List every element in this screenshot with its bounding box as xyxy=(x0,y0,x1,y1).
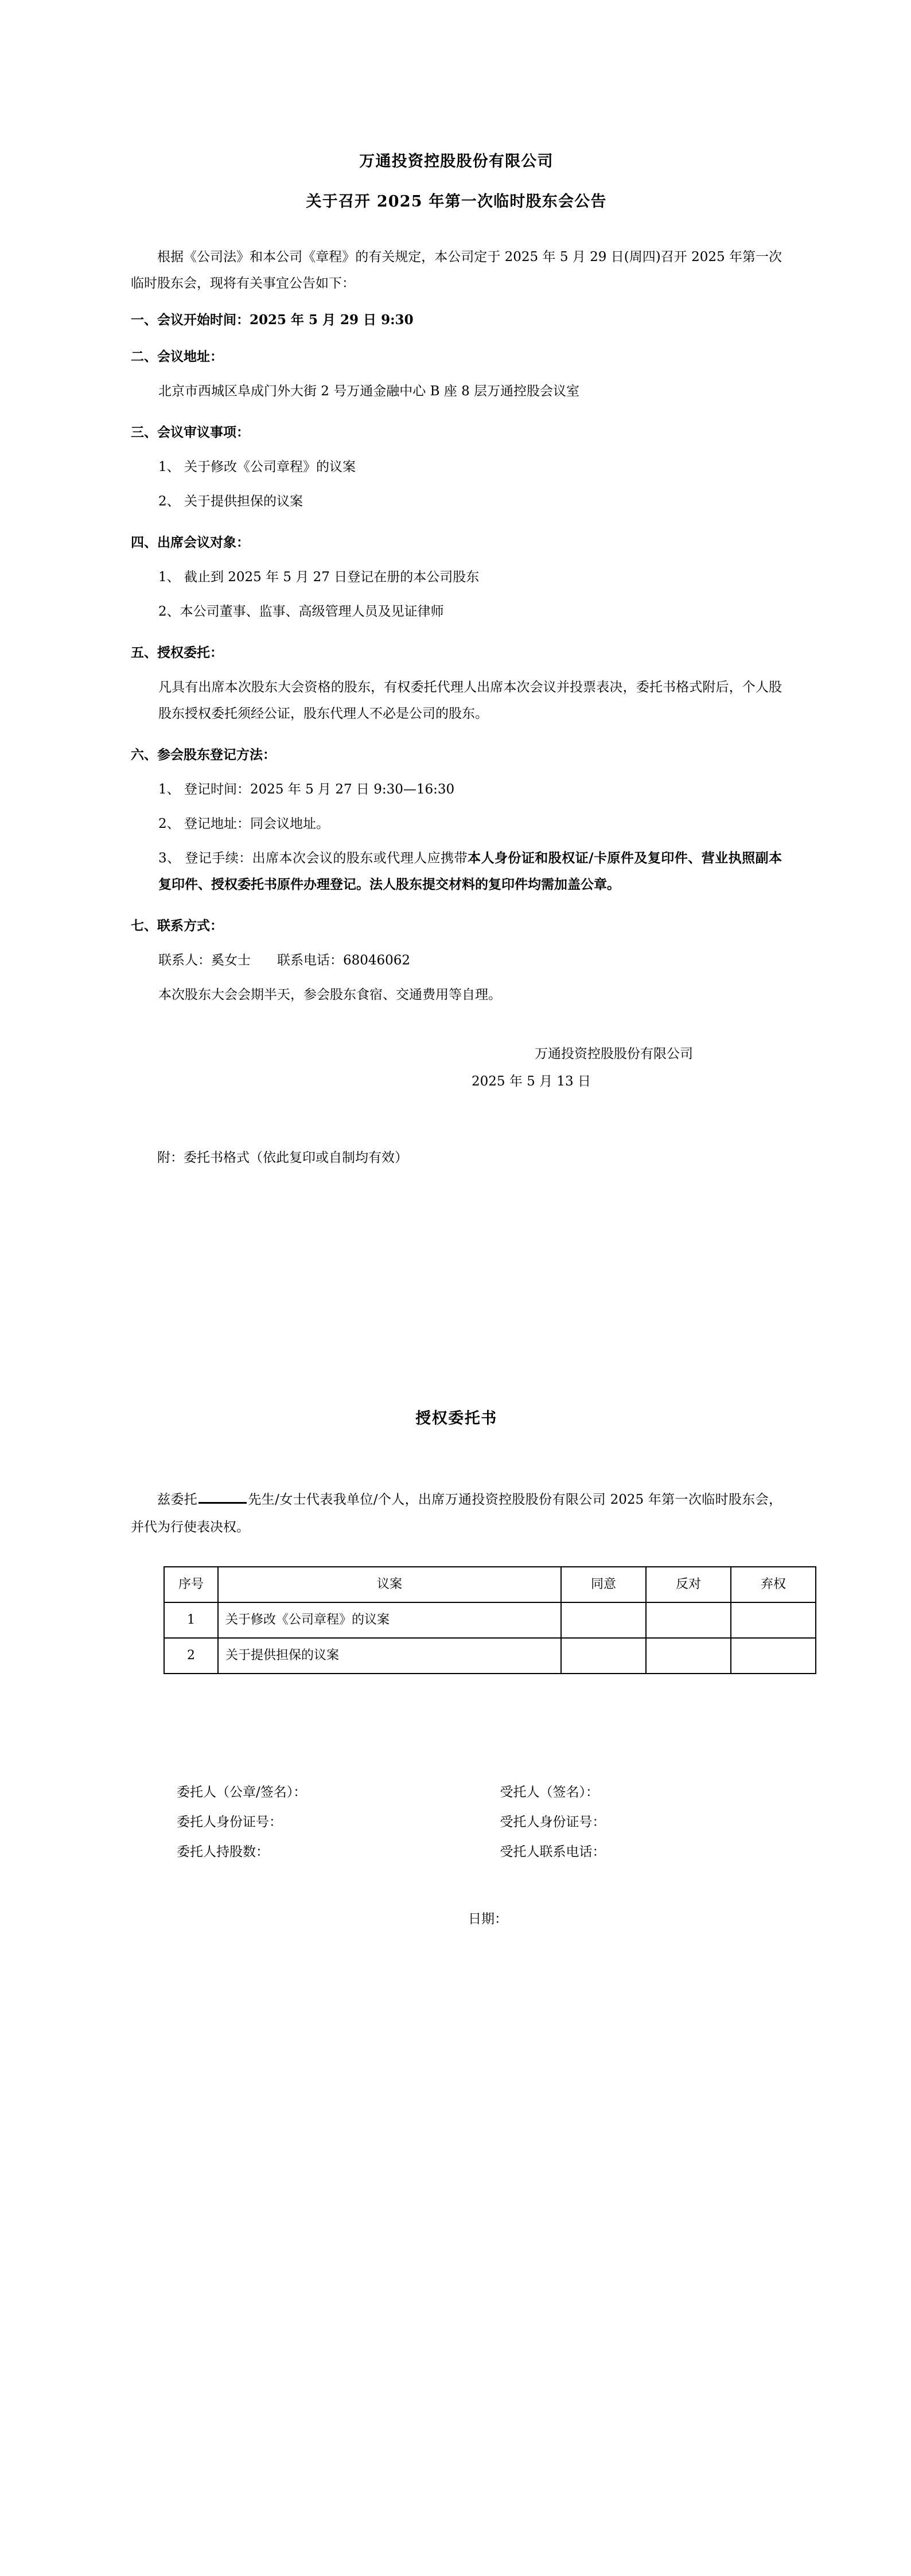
field-proxy-id[interactable]: 受托人身份证号： xyxy=(500,1815,606,1830)
meeting-address-text: 北京市西城区阜成门外大街 2 号万通金融中心 B 座 8 层万通控股会议室 xyxy=(158,383,580,399)
section-heading-attendees: 四、出席会议对象： xyxy=(131,534,250,550)
field-principal-seal[interactable]: 委托人（公章/签名）： xyxy=(177,1785,307,1800)
page-title-announcement: 关于召开 2025 年第一次临时股东会公告 xyxy=(306,193,607,211)
registration-item-3-bold: 本人身份证和股权证/卡原件及复印件、营业执照副本复印件、授权委托书原件办理登记。法人股东提交材料的复印件均需加盖公章。 xyxy=(158,850,782,892)
signature-company: 万通投资控股股份有限公司 xyxy=(535,1046,693,1061)
voting-table-container xyxy=(163,1566,786,1674)
cell-item: 关于提供担保的议案 xyxy=(218,1638,561,1674)
page-title-company: 万通投资控股股份有限公司 xyxy=(359,153,554,170)
meeting-expense-note: 本次股东大会会期半天，参会股东食宿、交通费用等自理。 xyxy=(158,987,501,1002)
column-header-seq: 序号 xyxy=(164,1567,218,1602)
cell-item: 关于修改《公司章程》的议案 xyxy=(218,1602,561,1638)
section-heading-contact: 七、联系方式： xyxy=(131,917,223,933)
table-header-row xyxy=(164,1567,816,1602)
table-row xyxy=(164,1638,816,1674)
cell-seq: 2 xyxy=(164,1638,218,1674)
column-header-agree: 同意 xyxy=(561,1567,646,1602)
announcement-body xyxy=(131,0,782,1171)
agenda-item-1: 1、 关于修改《公司章程》的议案 xyxy=(158,459,356,474)
cell-against[interactable] xyxy=(646,1638,731,1674)
voting-table xyxy=(163,1566,816,1674)
field-proxy-phone[interactable]: 受托人联系电话： xyxy=(500,1845,606,1859)
field-principal-id[interactable]: 委托人身份证号： xyxy=(177,1815,282,1830)
proxy-paragraph-suffix: 先生/女士代表我单位/个人，出席万通投资控股股份有限公司 2025 年第一次临时股东会，并代为行使表决权。 xyxy=(131,1492,782,1535)
field-proxy-date[interactable]: 日期： xyxy=(468,1912,508,1927)
contact-person-line: 联系人：奚女士 联系电话：68046062 xyxy=(158,952,411,968)
cell-seq: 1 xyxy=(164,1602,218,1638)
signature-fields-principal xyxy=(131,1777,457,1867)
column-header-abstain: 弃权 xyxy=(731,1567,816,1602)
attachment-note: 附：委托书格式（依此复印或自制均有效） xyxy=(157,1150,408,1165)
section-heading-authorization: 五、授权委托： xyxy=(131,644,223,660)
table-row xyxy=(164,1602,816,1638)
signature-fields-proxy xyxy=(457,1777,782,1867)
proxy-name-blank[interactable] xyxy=(198,1491,247,1504)
cell-agree[interactable] xyxy=(561,1638,646,1674)
proxy-form-title: 授权委托书 xyxy=(415,1410,497,1427)
proxy-paragraph xyxy=(131,1486,782,1541)
cell-against[interactable] xyxy=(646,1602,731,1638)
voting-table-head xyxy=(164,1567,816,1602)
agenda-item-2: 2、 关于提供担保的议案 xyxy=(158,493,303,509)
section-heading-meeting-address: 二、会议地址： xyxy=(131,348,223,364)
signature-fields xyxy=(131,1777,782,1867)
signature-date: 2025 年 5 月 13 日 xyxy=(472,1073,591,1089)
attendee-item-2: 2、本公司董事、监事、高级管理人员及见证律师 xyxy=(158,604,444,619)
field-proxy-signature[interactable]: 受托人（签名）： xyxy=(500,1785,599,1800)
registration-item-3-normal: 3、 登记手续：出席本次会议的股东或代理人应携带 xyxy=(158,850,468,866)
column-header-item: 议案 xyxy=(218,1567,561,1602)
signature-block xyxy=(131,1040,782,1095)
column-header-against: 反对 xyxy=(646,1567,731,1602)
field-principal-shares[interactable]: 委托人持股数： xyxy=(177,1845,269,1859)
section-heading-registration: 六、参会股东登记方法： xyxy=(131,746,276,762)
cell-abstain[interactable] xyxy=(731,1602,816,1638)
cell-abstain[interactable] xyxy=(731,1638,816,1674)
section-heading-agenda: 三、会议审议事项： xyxy=(131,424,250,440)
voting-table-body xyxy=(164,1602,816,1674)
attendee-item-1: 1、 截止到 2025 年 5 月 27 日登记在册的本公司股东 xyxy=(158,569,480,585)
registration-item-3 xyxy=(158,845,782,898)
registration-item-1: 1、 登记时间：2025 年 5 月 27 日 9:30—16:30 xyxy=(158,781,455,797)
cell-agree[interactable] xyxy=(561,1602,646,1638)
proxy-paragraph-prefix: 兹委托 xyxy=(157,1492,198,1507)
registration-item-2: 2、 登记地址：同会议地址。 xyxy=(158,816,329,831)
section-heading-meeting-time: 一、会议开始时间：2025 年 5 月 29 日 9:30 xyxy=(131,312,414,328)
authorization-body-text: 凡具有出席本次股东大会资格的股东，有权委托代理人出席本次会议并投票表决，委托书格式附后，个人股股东授权委托须经公证，股东代理人不必是公司的股东。 xyxy=(158,679,782,721)
lead-paragraph: 根据《公司法》和本公司《章程》的有关规定，本公司定于 2025 年 5 月 29 日(周四)召开 2025 年第一次临时股东会，现将有关事宜公告如下： xyxy=(131,249,782,291)
